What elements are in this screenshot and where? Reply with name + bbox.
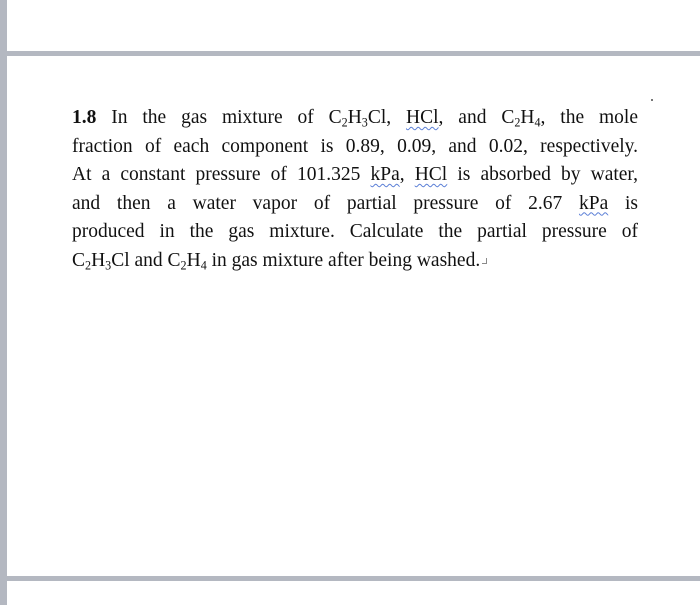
- subscript: 2: [180, 258, 187, 273]
- text-run: , and C: [438, 107, 515, 128]
- problem-text: [72, 104, 638, 275]
- text-run: H: [91, 249, 106, 271]
- subscript: 3: [105, 258, 112, 273]
- problem-line-4: [72, 190, 638, 219]
- bottom-divider: [0, 576, 700, 581]
- text-run: Cl,: [367, 107, 407, 128]
- text-run: , the mole: [540, 107, 638, 128]
- spellcheck-word: kPa: [370, 164, 400, 185]
- page-corner-mark: [651, 99, 653, 101]
- subscript: 2: [341, 115, 348, 130]
- window-top-band: [0, 0, 700, 51]
- text-run: At a constant pressure of 101.325: [72, 164, 371, 185]
- subscript: 2: [85, 258, 92, 273]
- problem-line-6: [72, 247, 638, 276]
- text-run: is absorbed by water,: [447, 164, 639, 185]
- spellcheck-word: kPa: [578, 192, 609, 214]
- text-run: H: [186, 249, 201, 271]
- text-run: is: [608, 192, 638, 214]
- text-run: produced in the gas mixture. Calculate the partial pressure of: [72, 221, 638, 242]
- problem-line-5: [72, 218, 638, 247]
- spellcheck-word: HCl: [414, 164, 448, 185]
- text-run: Cl and C: [111, 249, 181, 271]
- subscript: 2: [514, 115, 521, 130]
- subscript: 4: [200, 258, 207, 273]
- text-run: fraction of each component is 0.89, 0.09, and 0.02, respectively.: [72, 135, 638, 157]
- text-run: in gas mixture after being washed.: [206, 249, 481, 271]
- text-run: ,: [399, 164, 415, 185]
- problem-line-2: [72, 133, 638, 162]
- text-run: C: [72, 249, 86, 271]
- problem-line-1: [72, 104, 638, 133]
- text-run: H: [347, 107, 362, 128]
- subscript: 4: [534, 115, 541, 130]
- subscript: 3: [361, 115, 368, 130]
- paragraph-mark-icon: [482, 258, 489, 266]
- left-margin-bar: [0, 0, 7, 605]
- text-run: H: [520, 107, 535, 128]
- text-run: In the gas mixture of C: [96, 107, 342, 128]
- text-run: and then a water vapor of partial pressure of 2.67: [72, 192, 579, 214]
- problem-number: 1.8: [72, 107, 97, 128]
- spellcheck-word: HCl: [406, 107, 439, 128]
- problem-line-3: [72, 161, 638, 190]
